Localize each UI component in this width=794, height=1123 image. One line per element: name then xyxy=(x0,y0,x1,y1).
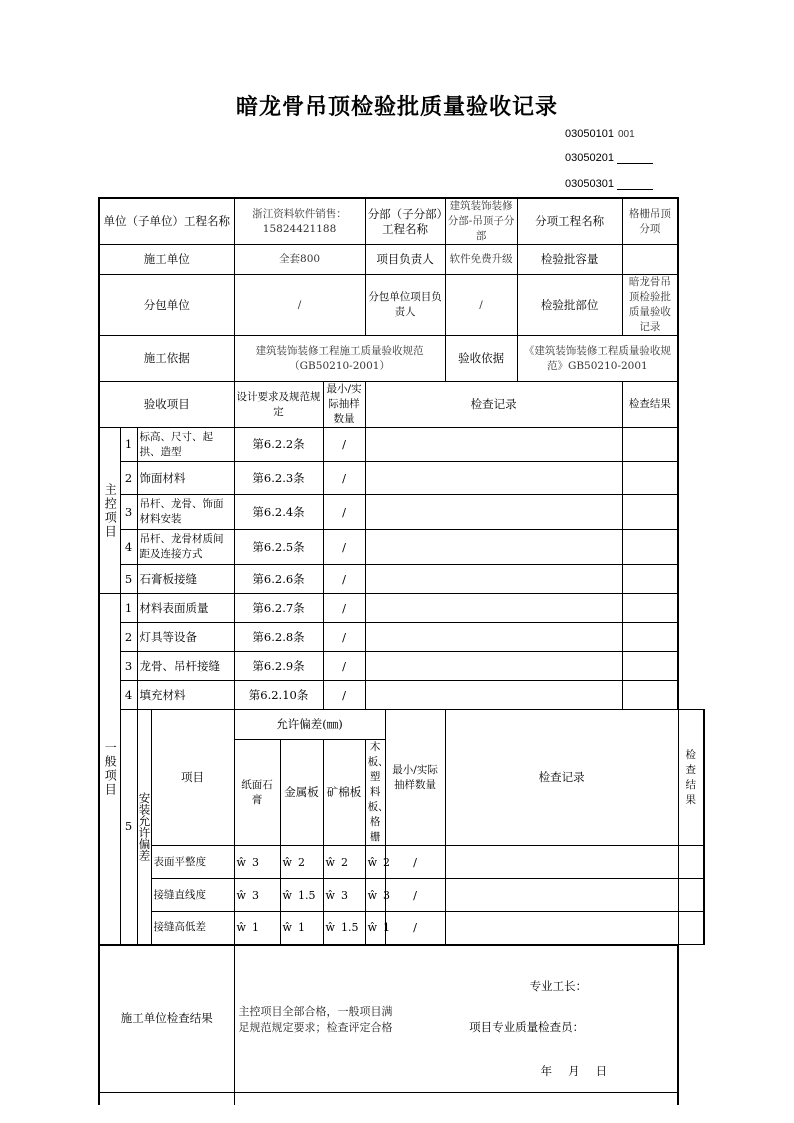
item-result[interactable] xyxy=(622,495,678,530)
item-sample[interactable]: / xyxy=(385,846,445,879)
item-no: 2 xyxy=(120,623,137,652)
item-record[interactable] xyxy=(445,879,678,912)
inspector-label: 项目专业质量检查员： xyxy=(469,1019,585,1034)
tolerance-item-name: 接缝高低差 xyxy=(151,912,234,945)
tolerance-value: ŵ 1 xyxy=(280,912,323,945)
tolerance-value: ŵ 1 xyxy=(365,912,385,945)
tolerance-sample-label: 最小/实际抽样数量 xyxy=(385,710,445,846)
item-name: 标高、尺寸、起拱、造型 xyxy=(137,428,234,462)
tolerance-record-label: 检查记录 xyxy=(445,710,678,846)
tolerance-value: ŵ 3 xyxy=(234,879,280,912)
supervision-area[interactable] xyxy=(234,1093,678,1105)
item-record[interactable] xyxy=(365,681,622,710)
item-sample[interactable]: / xyxy=(323,495,365,530)
general-items-label: 一般项目 xyxy=(99,594,120,945)
location-value[interactable]: 暗龙骨吊顶检验批质量验收记录 xyxy=(622,275,678,336)
sign-label: 施工单位检查结果 xyxy=(99,945,234,1093)
item-clause: 第6.2.6条 xyxy=(234,565,323,594)
item-sample[interactable]: / xyxy=(385,879,445,912)
supervision-label xyxy=(99,1093,234,1105)
item-name: 灯具等设备 xyxy=(137,623,234,652)
item-no: 5 xyxy=(120,565,137,594)
item-sample[interactable]: / xyxy=(323,530,365,565)
item-clause: 第6.2.8条 xyxy=(234,623,323,652)
item-result[interactable] xyxy=(622,565,678,594)
table-row xyxy=(99,879,704,912)
sub-pm-label: 分包单位项目负责人 xyxy=(365,275,445,336)
subitem-value[interactable]: 格栅吊顶分项 xyxy=(622,198,678,245)
col-design: 设计要求及规范规定 xyxy=(234,382,323,428)
item-result[interactable] xyxy=(678,912,704,945)
item-result[interactable] xyxy=(678,879,704,912)
item-record[interactable] xyxy=(365,495,622,530)
item-name: 石膏板接缝 xyxy=(137,565,234,594)
tolerance-value: ŵ 3 xyxy=(323,879,365,912)
item-sample[interactable]: / xyxy=(385,912,445,945)
month-label: 月 xyxy=(568,1063,580,1078)
table-row xyxy=(99,530,704,565)
page-title: 暗龙骨吊顶检验批质量验收记录 xyxy=(235,94,558,120)
item-result[interactable] xyxy=(622,652,678,681)
tolerance-allow-label: 允许偏差(㎜) xyxy=(234,710,385,740)
sub-pm-value[interactable]: / xyxy=(445,275,517,336)
year-label: 年 xyxy=(540,1063,553,1078)
tolerance-value: ŵ 2 xyxy=(280,846,323,879)
unit-label: 单位（子单位）工程名称 xyxy=(99,198,234,245)
form-code-1 xyxy=(565,128,635,140)
date-line[interactable] xyxy=(525,1064,608,1079)
division-label: 分部（子分部）工程名称 xyxy=(365,198,445,245)
item-no: 3 xyxy=(120,652,137,681)
day-label: 日 xyxy=(595,1063,608,1078)
item-sample[interactable]: / xyxy=(323,652,365,681)
item-record[interactable] xyxy=(365,623,622,652)
inspection-result[interactable] xyxy=(239,1004,393,1036)
item-record[interactable] xyxy=(365,594,622,623)
sign-area xyxy=(234,945,678,1093)
item-record[interactable] xyxy=(445,912,678,945)
material-wood-plastic-grille: 木板、塑料板、格栅 xyxy=(365,740,385,846)
subcontractor-label: 分包单位 xyxy=(99,275,234,336)
item-clause: 第6.2.9条 xyxy=(234,652,323,681)
tolerance-value: ŵ 1.5 xyxy=(280,879,323,912)
contractor-label: 施工单位 xyxy=(99,245,234,275)
item-result[interactable] xyxy=(622,530,678,565)
code-blank[interactable] xyxy=(617,179,653,190)
capacity-value[interactable] xyxy=(622,245,678,275)
tolerance-item-label: 项目 xyxy=(151,710,234,846)
item-result[interactable] xyxy=(622,681,678,710)
location-label: 检验批部位 xyxy=(517,275,622,336)
item-result[interactable] xyxy=(622,428,678,462)
item-name: 填充材料 xyxy=(137,681,234,710)
item-name: 吊杆、龙骨材质间距及连接方式 xyxy=(137,530,234,565)
item-name: 吊杆、龙骨、饰面材料安装 xyxy=(137,495,234,530)
acceptance-label: 验收依据 xyxy=(445,336,517,382)
contractor-value[interactable]: 全套800 xyxy=(234,245,365,275)
pm-label: 项目负责人 xyxy=(365,245,445,275)
table-row xyxy=(99,652,704,681)
tolerance-value: ŵ 3 xyxy=(365,879,385,912)
form-code-2 xyxy=(565,152,653,164)
pm-value[interactable]: 软件免费升级 xyxy=(445,245,517,275)
item-clause: 第6.2.2条 xyxy=(234,428,323,462)
table-row xyxy=(99,462,704,495)
code-suffix: 001 xyxy=(617,129,635,140)
unit-value[interactable]: 浙江资料软件销售：15824421188 xyxy=(234,198,365,245)
main-items-label: 主控项目 xyxy=(99,428,120,594)
tolerance-value: ŵ 2 xyxy=(323,846,365,879)
tolerance-item-name: 表面平整度 xyxy=(151,846,234,879)
item-sample[interactable]: / xyxy=(323,681,365,710)
tolerance-result-label: 检查结果 xyxy=(678,710,704,846)
col-items: 验收项目 xyxy=(99,382,234,428)
item-sample[interactable]: / xyxy=(323,623,365,652)
item-no: 4 xyxy=(120,530,137,565)
item-no: 1 xyxy=(120,594,137,623)
table-row xyxy=(99,565,704,594)
code-blank[interactable] xyxy=(617,153,653,164)
code-number: 03050201 xyxy=(565,152,614,164)
item-result[interactable] xyxy=(622,462,678,495)
capacity-label: 检验批容量 xyxy=(517,245,622,275)
item-name: 饰面材料 xyxy=(137,462,234,495)
item-record[interactable] xyxy=(445,846,678,879)
material-mineral-wool: 矿棉板 xyxy=(323,740,365,846)
tolerance-value: ŵ 1.5 xyxy=(323,912,365,945)
item-name: 龙骨、吊杆接缝 xyxy=(137,652,234,681)
basis-label: 施工依据 xyxy=(99,336,234,382)
item-clause: 第6.2.3条 xyxy=(234,462,323,495)
subcontractor-value[interactable]: / xyxy=(234,275,365,336)
table-row xyxy=(99,495,704,530)
item-record[interactable] xyxy=(365,462,622,495)
item-record[interactable] xyxy=(365,428,622,462)
code-number: 03050101 xyxy=(565,128,614,140)
item-no: 1 xyxy=(120,428,137,462)
item-no: 4 xyxy=(120,681,137,710)
col-result: 检查结果 xyxy=(622,382,678,428)
table-row xyxy=(99,428,704,462)
table-row xyxy=(99,623,704,652)
table-row xyxy=(99,594,704,623)
col-record: 检查记录 xyxy=(365,382,622,428)
item-clause: 第6.2.4条 xyxy=(234,495,323,530)
table-row xyxy=(99,681,704,710)
form-code-3 xyxy=(565,178,653,190)
item-result[interactable] xyxy=(678,846,704,879)
tolerance-group-label: 安装允许偏差 xyxy=(137,710,151,945)
item-result[interactable] xyxy=(622,623,678,652)
result-line: 足规范规定要求；检查评定合格 xyxy=(238,1020,393,1034)
col-sample: 最小/实际抽样数量 xyxy=(323,382,365,428)
tolerance-value: ŵ 1 xyxy=(234,912,280,945)
basis-value[interactable]: 建筑装饰装修工程施工质量验收规范（GB50210-2001） xyxy=(234,336,445,382)
item-sample[interactable]: / xyxy=(323,565,365,594)
item-name: 材料表面质量 xyxy=(137,594,234,623)
item-sample[interactable]: / xyxy=(323,594,365,623)
table-row xyxy=(99,846,704,879)
material-metal: 金属板 xyxy=(280,740,323,846)
item-result[interactable] xyxy=(622,594,678,623)
item-no: 5 xyxy=(120,710,137,945)
item-sample[interactable]: / xyxy=(323,462,365,495)
item-clause: 第6.2.7条 xyxy=(234,594,323,623)
subitem-label: 分项工程名称 xyxy=(517,198,622,245)
inspection-form xyxy=(98,197,705,1105)
item-clause: 第6.2.10条 xyxy=(234,681,323,710)
foreman-label: 专业工长： xyxy=(529,978,588,993)
tolerance-item-name: 接缝直线度 xyxy=(151,879,234,912)
table-row xyxy=(99,912,704,945)
material-paper-gypsum: 纸面石膏 xyxy=(234,740,280,846)
division-value[interactable]: 建筑装饰装修分部-吊顶子分部 xyxy=(445,198,517,245)
item-record[interactable] xyxy=(365,565,622,594)
item-no: 3 xyxy=(120,495,137,530)
item-clause: 第6.2.5条 xyxy=(234,530,323,565)
code-number: 03050301 xyxy=(565,178,614,190)
acceptance-value[interactable]: 《建筑装饰装修工程质量验收规范》GB50210-2001 xyxy=(517,336,678,382)
item-sample[interactable]: / xyxy=(323,428,365,462)
item-no: 2 xyxy=(120,462,137,495)
tolerance-value: ŵ 3 xyxy=(234,846,280,879)
result-line: 主控项目全部合格，一般项目满 xyxy=(238,1004,393,1018)
tolerance-value: ŵ 2 xyxy=(365,846,385,879)
item-record[interactable] xyxy=(365,530,622,565)
item-record[interactable] xyxy=(365,652,622,681)
